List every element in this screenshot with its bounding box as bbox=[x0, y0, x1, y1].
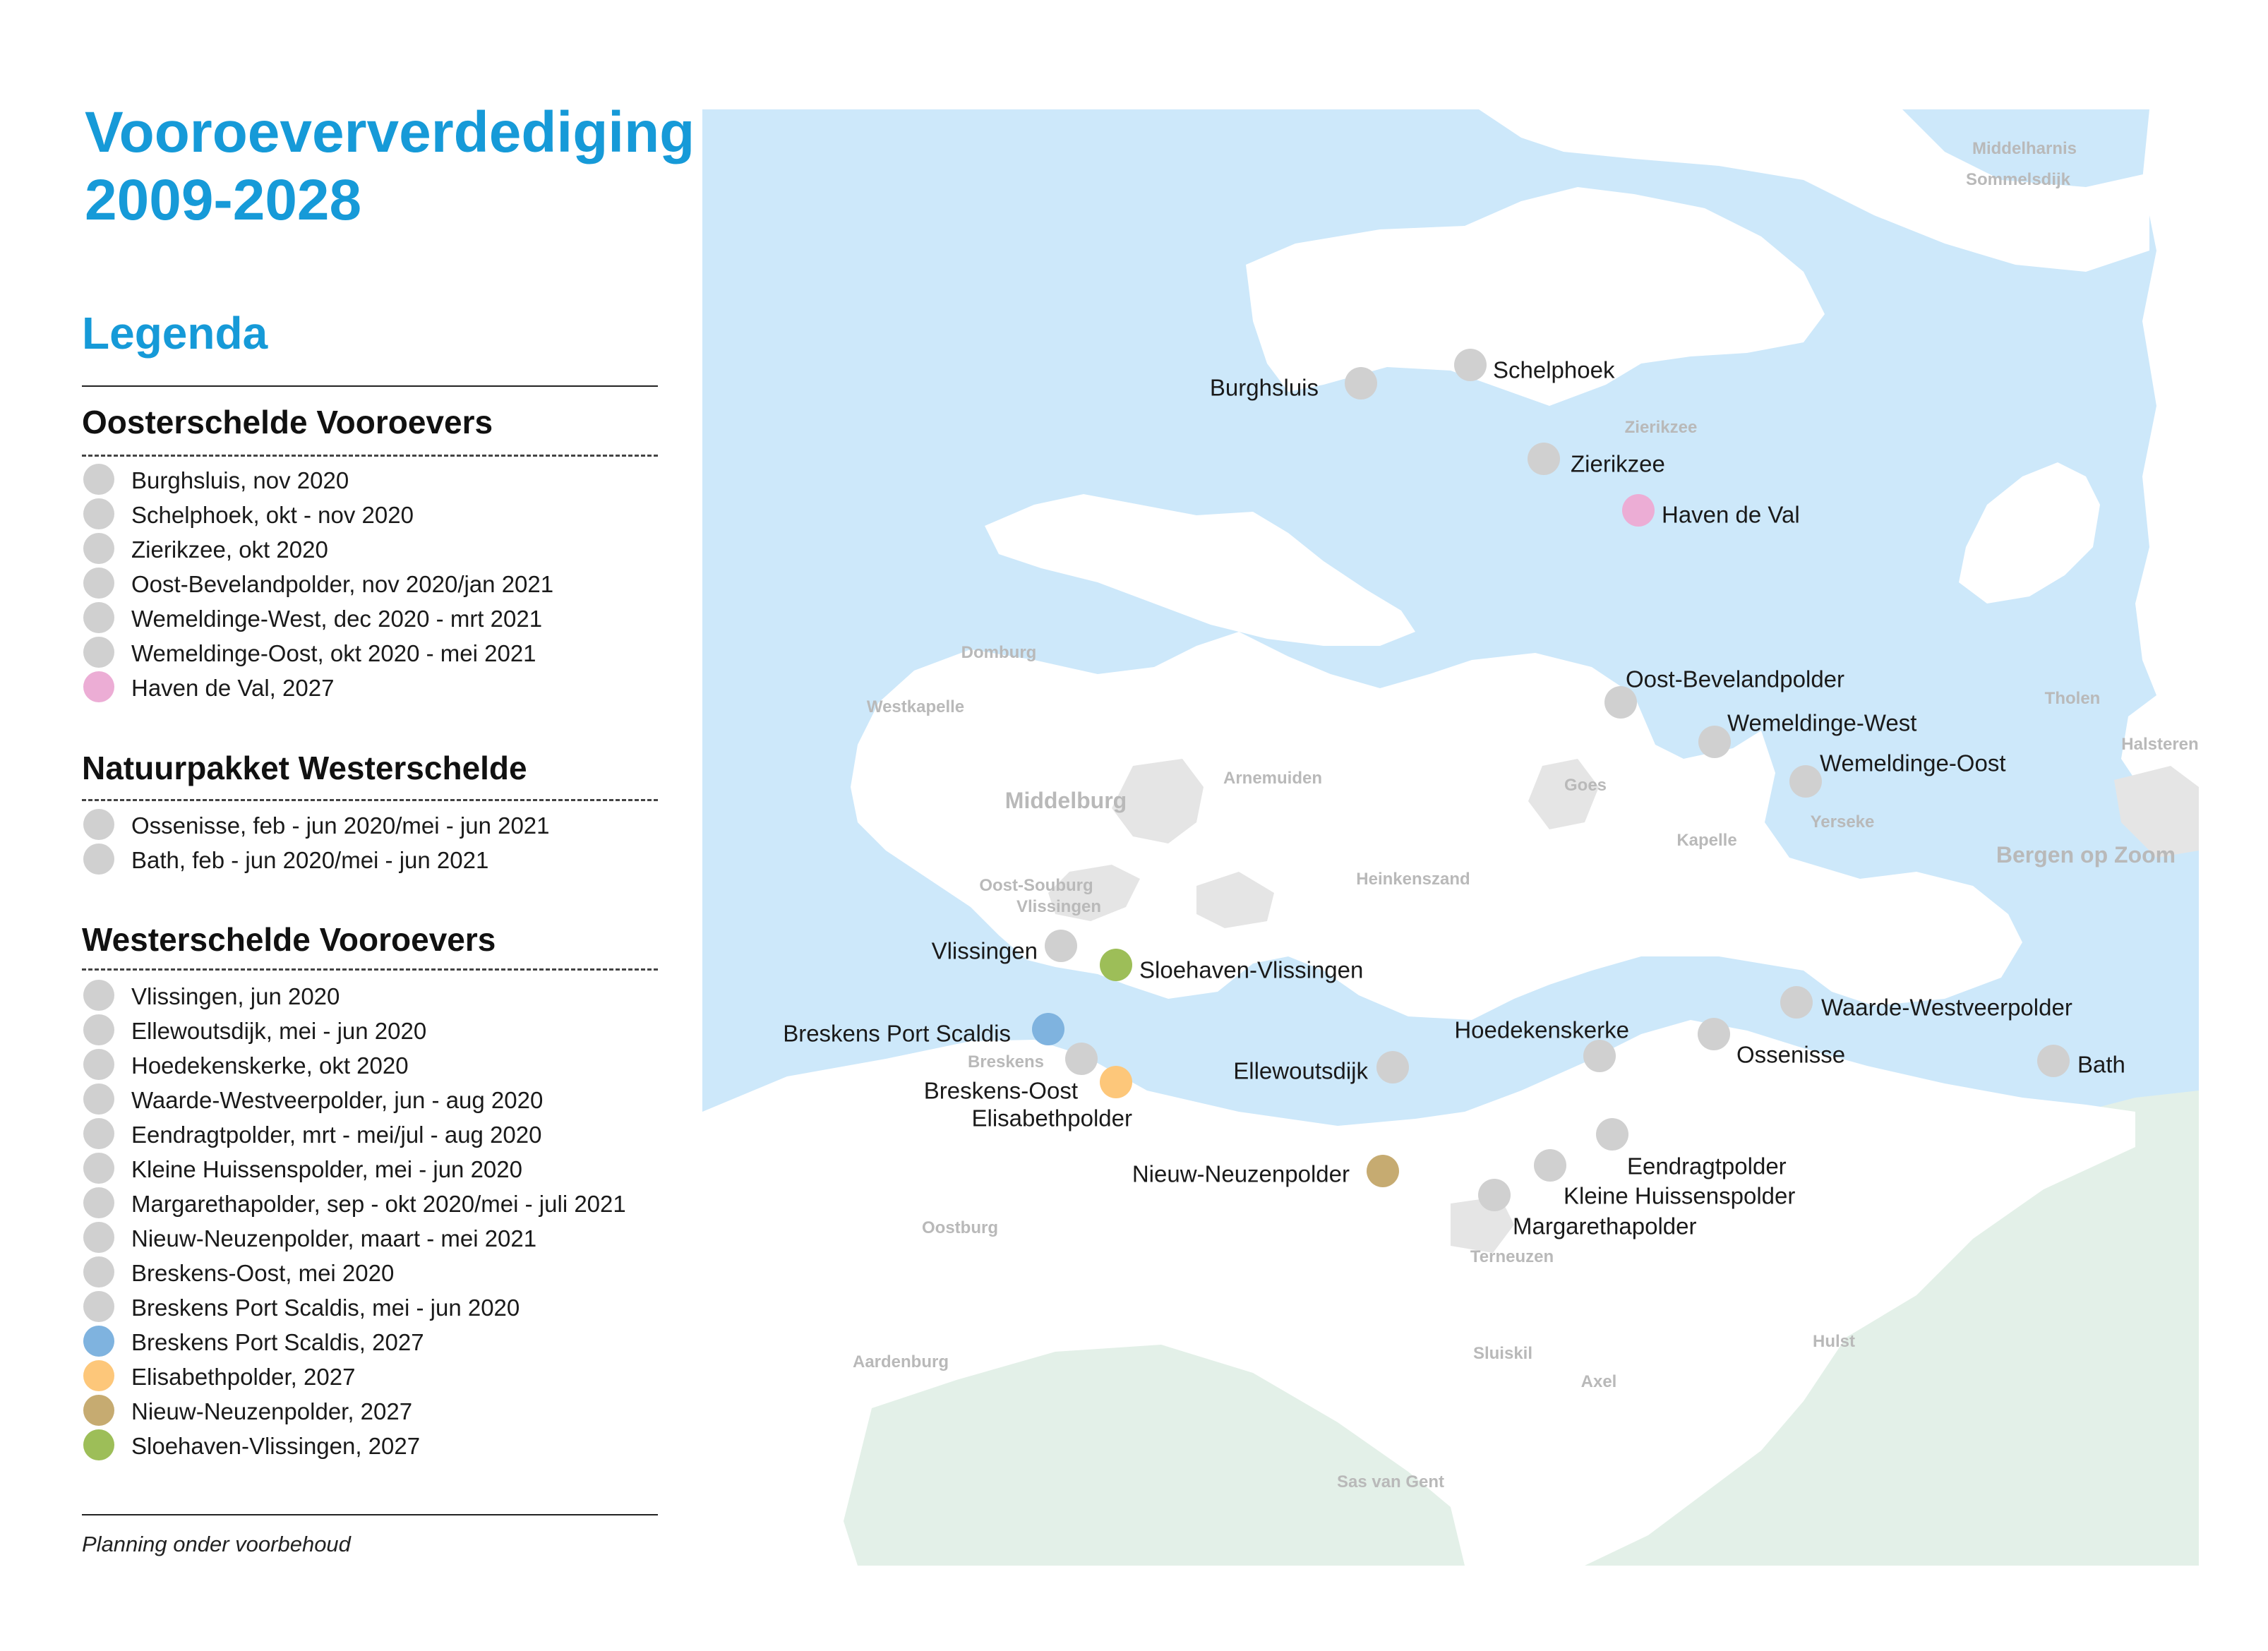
legend-marker-icon bbox=[83, 533, 114, 564]
site-marker-icon[interactable] bbox=[1345, 367, 1377, 400]
site-label: Waarde-Westveerpolder bbox=[1821, 994, 2072, 1021]
legend-item bbox=[82, 497, 689, 532]
site-marker-icon[interactable] bbox=[1045, 930, 1077, 962]
site-marker-icon[interactable] bbox=[1065, 1043, 1098, 1075]
site-label: Haven de Val bbox=[1662, 501, 1800, 528]
place-name-label: Breskens bbox=[967, 1052, 1045, 1071]
legend-item-label: Wemeldinge-West, dec 2020 - mrt 2021 bbox=[131, 606, 543, 632]
legend-panel bbox=[0, 0, 695, 1651]
legend-marker-icon bbox=[83, 1049, 114, 1080]
legend-item bbox=[82, 566, 689, 601]
site-marker-icon[interactable] bbox=[1534, 1149, 1566, 1182]
legend-marker-icon bbox=[83, 568, 114, 599]
legend-item-label: Nieuw-Neuzenpolder, maart - mei 2021 bbox=[131, 1225, 537, 1251]
legend-item-label: Sloehaven-Vlissingen, 2027 bbox=[131, 1433, 421, 1459]
site-marker-icon[interactable] bbox=[1032, 1013, 1064, 1045]
site-marker-icon[interactable] bbox=[1780, 986, 1813, 1019]
legend-item-label: Bath, feb - jun 2020/mei - jun 2021 bbox=[131, 847, 489, 873]
legend-marker-icon bbox=[83, 1118, 114, 1149]
legend-item bbox=[82, 1359, 689, 1393]
place-name-label: Heinkenszand bbox=[1356, 870, 1470, 889]
site-label: Ellewoutsdijk bbox=[1233, 1057, 1368, 1084]
legend-item-label: Waarde-Westveerpolder, jun - aug 2020 bbox=[131, 1087, 544, 1113]
place-name-label: Tholen bbox=[2044, 689, 2101, 708]
legend-item-label: Wemeldinge-Oost, okt 2020 - mei 2021 bbox=[131, 640, 536, 666]
legend-item bbox=[82, 462, 689, 497]
place-name-label: Domburg bbox=[961, 643, 1037, 662]
legend-item bbox=[82, 978, 689, 1013]
legend-item bbox=[82, 635, 689, 670]
site-label: Oost-Bevelandpolder bbox=[1626, 666, 1845, 692]
place-name-label: Hulst bbox=[1813, 1332, 1855, 1351]
legend-item bbox=[82, 808, 689, 842]
section-heading-natuurpakket: Natuurpakket Westerschelde bbox=[82, 750, 527, 786]
site-label: Eendragtpolder bbox=[1627, 1153, 1787, 1179]
site-marker-icon[interactable] bbox=[1528, 443, 1560, 475]
legend-item bbox=[82, 1186, 689, 1220]
place-name-label: Middelharnis bbox=[1972, 139, 2077, 158]
site-marker-icon[interactable] bbox=[1622, 494, 1655, 527]
legend-item bbox=[82, 601, 689, 635]
legend-item bbox=[82, 1151, 689, 1186]
footnote: Planning onder voorbehoud bbox=[82, 1532, 351, 1556]
legend-marker-icon bbox=[83, 1326, 114, 1357]
legend-marker-icon bbox=[83, 1291, 114, 1322]
place-name-label: Westkapelle bbox=[866, 697, 965, 716]
section-heading-westerschelde: Westerschelde Vooroevers bbox=[82, 921, 496, 958]
legend-top-rule bbox=[82, 385, 658, 387]
legend-item-label: Kleine Huissenspolder, mei - jun 2020 bbox=[131, 1156, 522, 1182]
site-marker-icon[interactable] bbox=[1376, 1051, 1409, 1083]
legend-item-label: Haven de Val, 2027 bbox=[131, 675, 335, 701]
place-name-label: Zierikzee bbox=[1624, 418, 1698, 437]
site-label: Sloehaven-Vlissingen bbox=[1139, 956, 1364, 983]
legend-item-label: Elisabethpolder, 2027 bbox=[131, 1364, 356, 1390]
site-label: Bath bbox=[2077, 1051, 2125, 1078]
legend-item-label: Breskens Port Scaldis, mei - jun 2020 bbox=[131, 1295, 520, 1321]
legend-marker-icon bbox=[83, 980, 114, 1011]
place-name-label: Oostburg bbox=[922, 1218, 998, 1237]
site-label: Kleine Huissenspolder bbox=[1564, 1182, 1796, 1209]
site-marker-icon[interactable] bbox=[1367, 1155, 1399, 1187]
legend-marker-icon bbox=[83, 1395, 114, 1426]
legend-marker-icon bbox=[83, 464, 114, 495]
legend-item bbox=[82, 1255, 689, 1290]
site-marker-icon[interactable] bbox=[1698, 726, 1731, 758]
place-name-label: Sluiskil bbox=[1472, 1344, 1533, 1363]
place-name-label: Halsteren bbox=[2121, 735, 2199, 754]
section-divider bbox=[82, 968, 658, 971]
site-marker-icon[interactable] bbox=[2037, 1045, 2070, 1077]
legend-marker-icon bbox=[83, 1360, 114, 1391]
legend-marker-icon bbox=[83, 671, 114, 702]
legend-item bbox=[82, 1393, 689, 1428]
site-label: Margarethapolder bbox=[1513, 1213, 1697, 1239]
site-label: Burghsluis bbox=[1209, 374, 1319, 401]
map-area bbox=[702, 109, 2199, 1566]
site-label: Breskens-Oost bbox=[923, 1077, 1078, 1104]
site-marker-icon[interactable] bbox=[1789, 765, 1822, 798]
section-heading-oosterschelde: Oosterschelde Vooroevers bbox=[82, 404, 493, 440]
map-title-line-2: 2009-2028 bbox=[85, 168, 362, 232]
map-canvas bbox=[702, 109, 2199, 1566]
legend-marker-icon bbox=[83, 1014, 114, 1045]
legend-marker-icon bbox=[83, 809, 114, 840]
site-marker-icon[interactable] bbox=[1583, 1040, 1616, 1072]
place-name-label: Yerseke bbox=[1810, 812, 1875, 831]
site-label: Breskens Port Scaldis bbox=[783, 1020, 1011, 1047]
legend-item bbox=[82, 1324, 689, 1359]
place-name-label: Bergen op Zoom bbox=[1996, 842, 2176, 867]
legend-marker-icon bbox=[83, 843, 114, 875]
site-label: Schelphoek bbox=[1493, 356, 1615, 383]
site-label: Wemeldinge-West bbox=[1727, 709, 1917, 736]
legend-item bbox=[82, 1220, 689, 1255]
legend-item-label: Ellewoutsdijk, mei - jun 2020 bbox=[131, 1018, 427, 1044]
legend-item-label: Margarethapolder, sep - okt 2020/mei - juli 2021 bbox=[131, 1191, 626, 1217]
legend-item bbox=[82, 1290, 689, 1324]
legend-item-label: Zierikzee, okt 2020 bbox=[131, 536, 328, 563]
legend-marker-icon bbox=[83, 1153, 114, 1184]
legend-item bbox=[82, 1013, 689, 1047]
section-divider bbox=[82, 799, 658, 801]
site-marker-icon[interactable] bbox=[1100, 1066, 1132, 1098]
legend-item-label: Vlissingen, jun 2020 bbox=[131, 983, 340, 1009]
legend-item bbox=[82, 1047, 689, 1082]
legend-item bbox=[82, 1428, 689, 1463]
site-marker-icon[interactable] bbox=[1100, 949, 1132, 981]
site-label: Elisabethpolder bbox=[971, 1105, 1132, 1131]
place-name-label: Sas van Gent bbox=[1336, 1472, 1445, 1491]
place-name-label: Goes bbox=[1564, 776, 1607, 795]
map-title-line-1: Vooroeververdediging bbox=[85, 100, 695, 164]
legend-bottom-rule bbox=[82, 1514, 658, 1515]
site-marker-icon[interactable] bbox=[1478, 1179, 1511, 1211]
legend-marker-icon bbox=[83, 602, 114, 633]
site-marker-icon[interactable] bbox=[1698, 1018, 1730, 1050]
site-label: Ossenisse bbox=[1736, 1041, 1846, 1068]
place-name-label: Vlissingen bbox=[1016, 897, 1102, 916]
legend-marker-icon bbox=[83, 1256, 114, 1287]
place-name-label: Aardenburg bbox=[852, 1352, 949, 1371]
legend-marker-icon bbox=[83, 1222, 114, 1253]
legend-marker-icon bbox=[83, 637, 114, 668]
section-divider bbox=[82, 455, 658, 457]
legend-marker-icon bbox=[83, 1429, 114, 1460]
legend-item bbox=[82, 1082, 689, 1117]
site-label: Zierikzee bbox=[1571, 450, 1665, 477]
legend-item-label: Ossenisse, feb - jun 2020/mei - jun 2021 bbox=[131, 812, 550, 839]
site-label: Nieuw-Neuzenpolder bbox=[1132, 1160, 1350, 1187]
place-name-label: Kapelle bbox=[1676, 831, 1737, 850]
place-name-label: Sommelsdijk bbox=[1965, 170, 2071, 189]
legend-item-label: Burghsluis, nov 2020 bbox=[131, 467, 349, 493]
place-name-label: Middelburg bbox=[1004, 788, 1127, 813]
site-label: Vlissingen bbox=[931, 937, 1038, 964]
site-label: Hoedekenskerke bbox=[1454, 1016, 1629, 1043]
legend-item-label: Breskens-Oost, mei 2020 bbox=[131, 1260, 395, 1286]
legend-item-label: Nieuw-Neuzenpolder, 2027 bbox=[131, 1398, 413, 1424]
site-label: Wemeldinge-Oost bbox=[1820, 750, 2006, 776]
place-name-label: Axel bbox=[1580, 1372, 1617, 1391]
legend-item-label: Breskens Port Scaldis, 2027 bbox=[131, 1329, 424, 1355]
legend-marker-icon bbox=[83, 498, 114, 529]
legend-heading: Legenda bbox=[82, 308, 268, 359]
legend-item-label: Oost-Bevelandpolder, nov 2020/jan 2021 bbox=[131, 571, 554, 597]
legend-item bbox=[82, 842, 689, 877]
legend-item bbox=[82, 532, 689, 566]
legend-marker-icon bbox=[83, 1187, 114, 1218]
legend-item bbox=[82, 670, 689, 704]
site-marker-icon[interactable] bbox=[1454, 349, 1487, 381]
place-name-label: Terneuzen bbox=[1470, 1247, 1554, 1266]
site-marker-icon[interactable] bbox=[1596, 1118, 1628, 1151]
legend-item-label: Schelphoek, okt - nov 2020 bbox=[131, 502, 414, 528]
legend-item-label: Eendragtpolder, mrt - mei/jul - aug 2020 bbox=[131, 1122, 542, 1148]
legend-item-label: Hoedekenskerke, okt 2020 bbox=[131, 1052, 409, 1079]
place-name-label: Arnemuiden bbox=[1223, 769, 1323, 788]
legend-marker-icon bbox=[83, 1083, 114, 1115]
place-name-label: Oost-Souburg bbox=[979, 876, 1093, 895]
legend-item bbox=[82, 1117, 689, 1151]
